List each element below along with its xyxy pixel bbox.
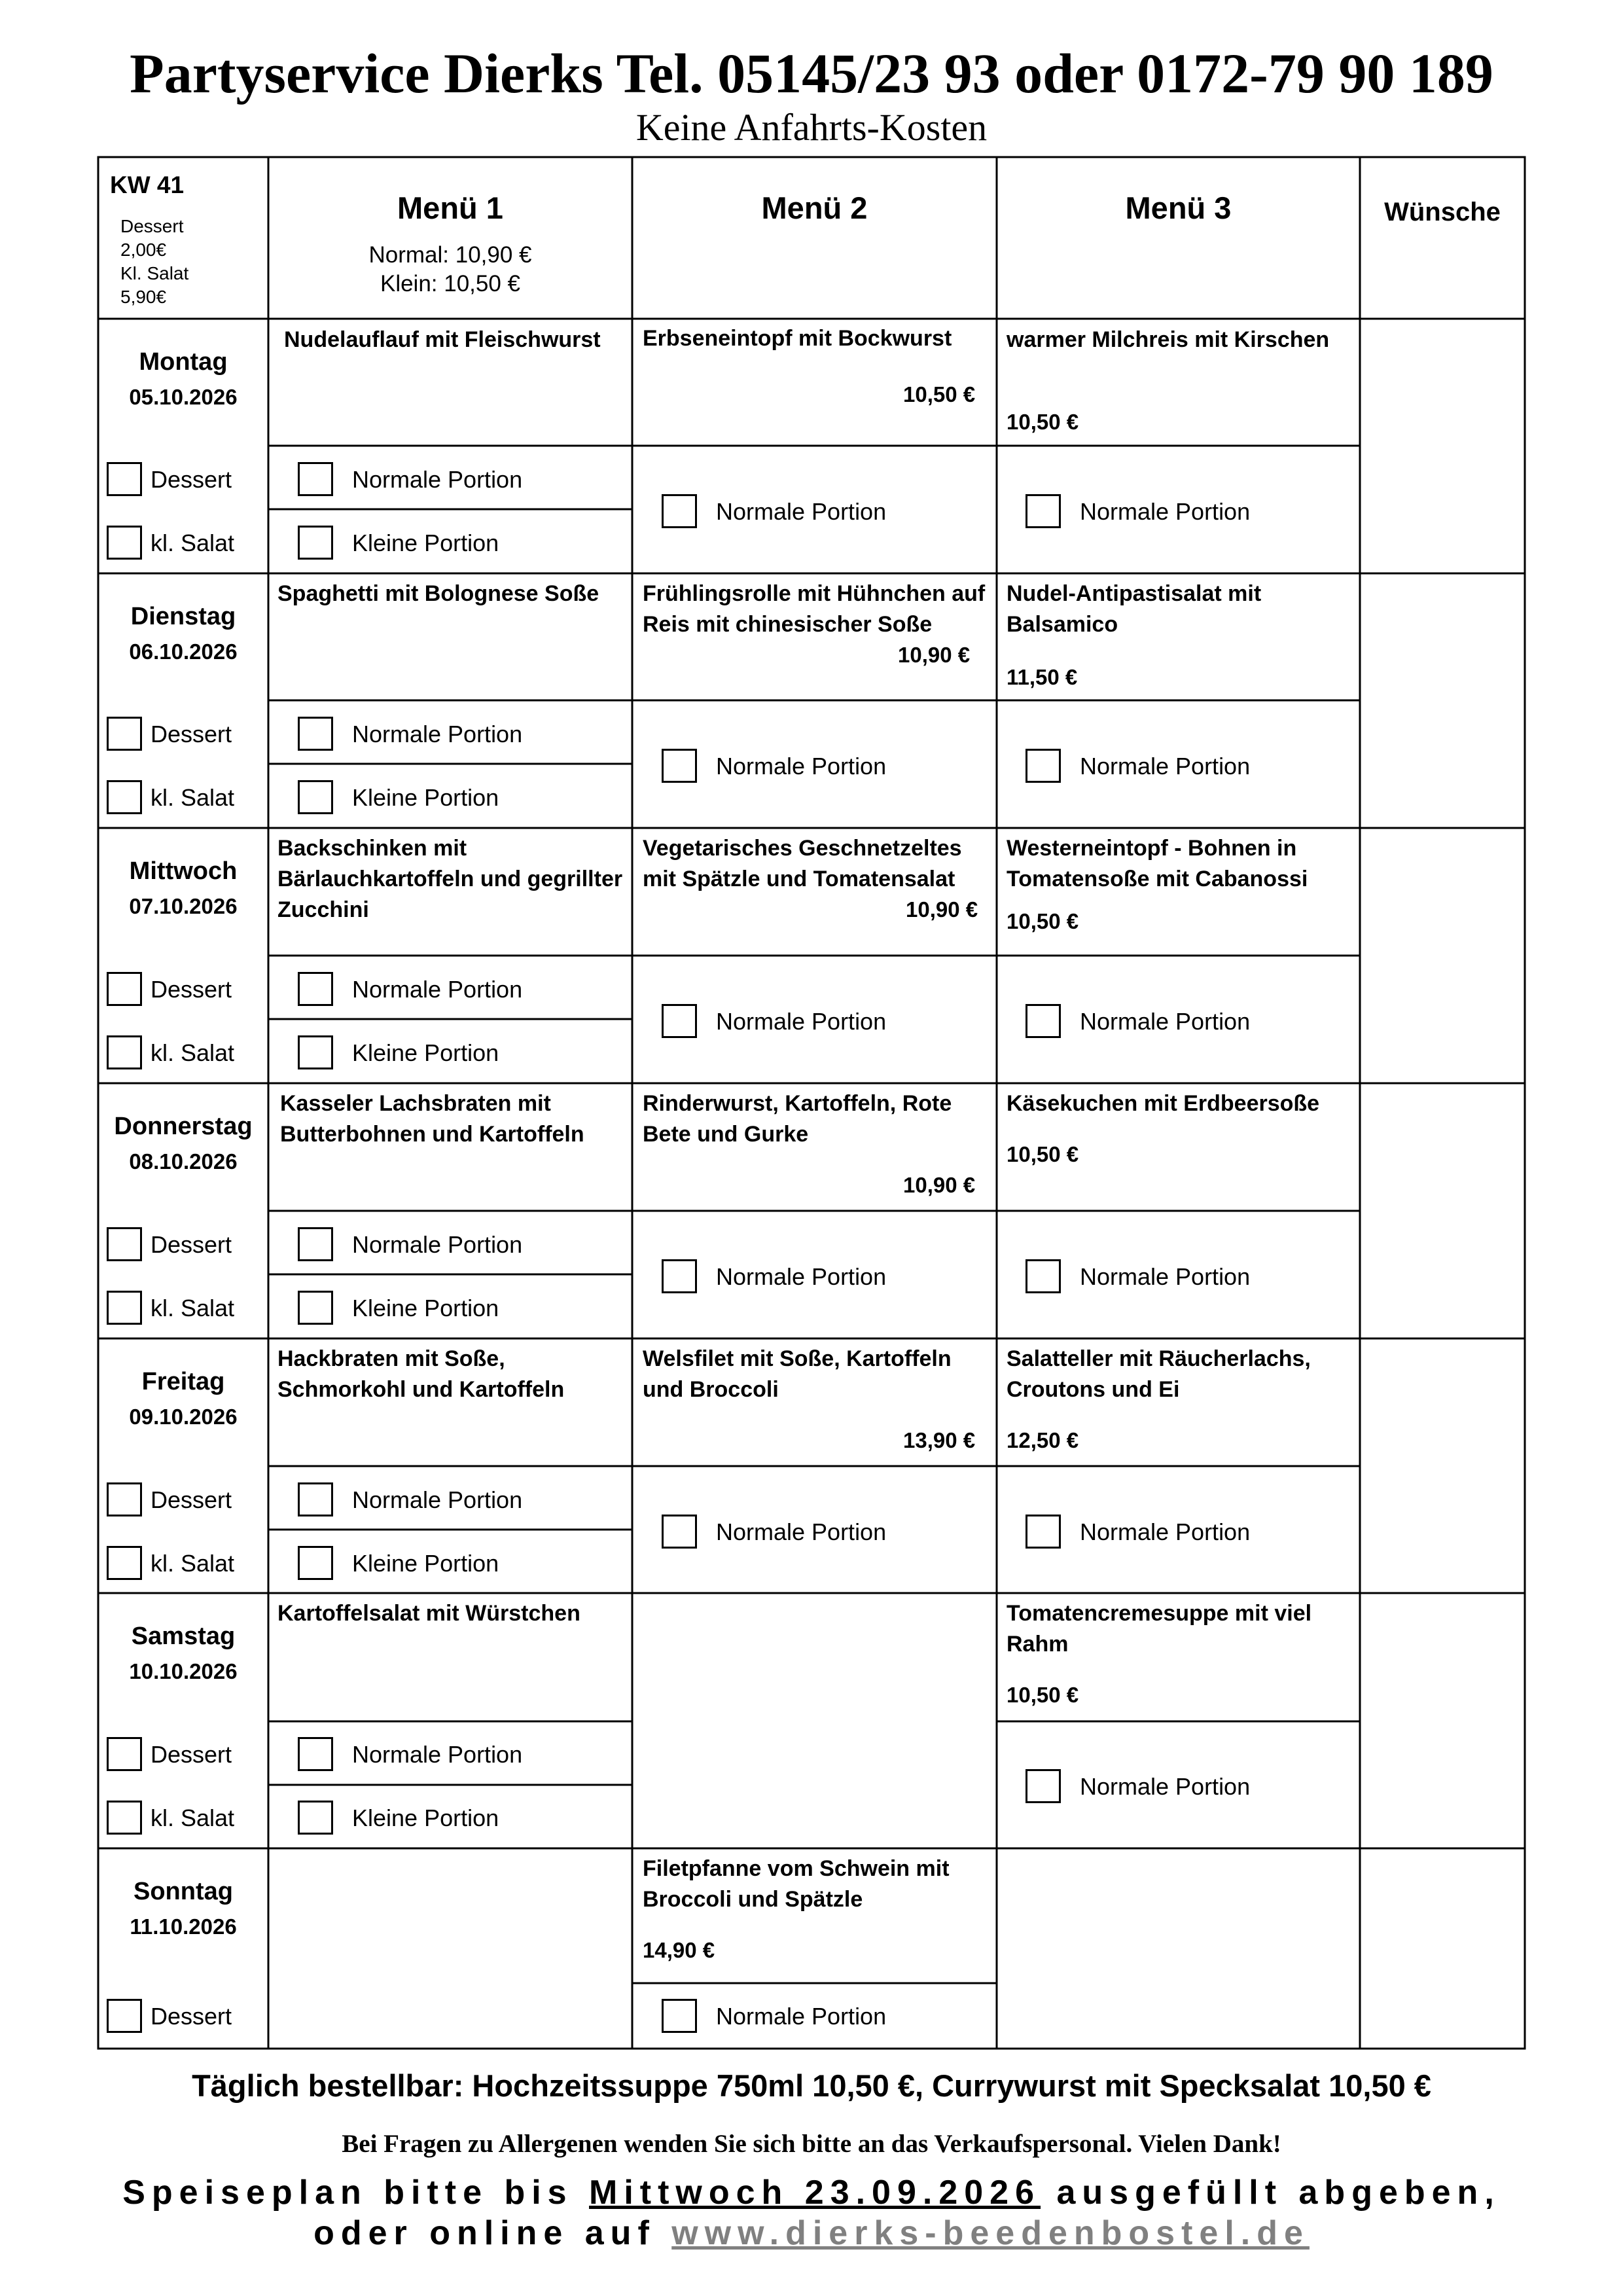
day-name: Samstag <box>131 1623 236 1650</box>
menu1-dish: Hackbraten mit Soße, Schmorkohl und Kartoffeln <box>277 1346 565 1402</box>
menu3-dish: Westerneintopf - Bohnen in Tomatensoße mit Cabanossi <box>1007 836 1308 891</box>
dessert-checkbox[interactable] <box>107 1227 142 1261</box>
extras-dessert-price: 2,00€ <box>120 240 167 260</box>
dessert-checkbox[interactable] <box>107 717 142 751</box>
extras-salad-price: 5,90€ <box>120 287 167 307</box>
menu2-normal-checkbox[interactable] <box>662 1999 697 2033</box>
menu1-normal-price: Normal: 10,90 € <box>368 242 532 268</box>
day-date: 08.10.2026 <box>129 1149 238 1174</box>
deadline-date: Mittwoch 23.09.2026 <box>589 2174 1041 2212</box>
menu1-small-checkbox[interactable] <box>298 1291 333 1325</box>
menu3-price: 12,50 € <box>1007 1428 1079 1452</box>
menu1-normal-label: Normale Portion <box>352 1486 523 1513</box>
menu1-normal-label: Normale Portion <box>352 1741 523 1768</box>
extras-dessert-label: Dessert <box>120 216 184 236</box>
deadline-prefix: Speiseplan bitte bis <box>122 2174 590 2212</box>
page-title: Partyservice Dierks Tel. 05145/23 93 oder 0172-79 90 189 <box>130 42 1493 105</box>
menu1-small-price: Klein: 10,50 € <box>380 271 521 296</box>
menu3-normal-label: Normale Portion <box>1080 1518 1251 1545</box>
menu2-normal-label: Normale Portion <box>716 498 887 525</box>
day-date: 06.10.2026 <box>129 639 238 664</box>
menu1-small-label: Kleine Portion <box>352 1039 499 1066</box>
menu1-dish: Nudelauflauf mit Fleischwurst <box>284 327 601 352</box>
menu3-dish: warmer Milchreis mit Kirschen <box>1007 327 1330 352</box>
deadline-suffix: ausgefüllt abgeben, <box>1041 2174 1501 2212</box>
menu3-normal-checkbox[interactable] <box>1026 1515 1061 1549</box>
menu3-normal-label: Normale Portion <box>1080 753 1251 780</box>
menu1-small-checkbox[interactable] <box>298 1035 333 1069</box>
salad-label: kl. Salat <box>151 1039 235 1066</box>
dessert-label: Dessert <box>151 1231 232 1258</box>
menu1-small-checkbox[interactable] <box>298 780 333 814</box>
salad-label: kl. Salat <box>151 1295 235 1321</box>
menu2-dish: Vegetarisches Geschnetzeltes mit Spätzle und Tomatensalat <box>643 836 962 891</box>
dessert-label: Dessert <box>151 976 232 1003</box>
extras-salad-label: Kl. Salat <box>120 263 189 283</box>
menu2-normal-label: Normale Portion <box>716 1518 887 1545</box>
submit-deadline-note <box>0 2172 1623 2214</box>
menu2-dish: Welsfilet mit Soße, Kartoffeln und Broccoli <box>643 1346 952 1402</box>
day-name: Freitag <box>141 1368 225 1395</box>
menu3-normal-checkbox[interactable] <box>1026 1259 1061 1293</box>
menu3-dish: Käsekuchen mit Erdbeersoße <box>1007 1091 1320 1116</box>
online-prefix: oder online auf <box>313 2214 672 2252</box>
menu2-normal-checkbox[interactable] <box>662 749 697 783</box>
menu3-dish: Nudel-Antipastisalat mit Balsamico <box>1007 581 1262 637</box>
salad-checkbox[interactable] <box>107 1291 142 1325</box>
menu2-normal-label: Normale Portion <box>716 753 887 780</box>
salad-label: kl. Salat <box>151 1550 235 1577</box>
wishes-header: Wünsche <box>1384 198 1501 226</box>
day-name: Donnerstag <box>114 1113 253 1140</box>
daily-offer: Täglich bestellbar: Hochzeitssuppe 750ml 10,50 €, Currywurst mit Specksalat 10,50 € <box>192 2068 1431 2103</box>
menu3-header: Menü 3 <box>1125 190 1232 225</box>
menu3-normal-checkbox[interactable] <box>1026 749 1061 783</box>
menu3-normal-checkbox[interactable] <box>1026 1004 1061 1038</box>
menu2-normal-label: Normale Portion <box>716 2003 887 2030</box>
dessert-checkbox[interactable] <box>107 1999 142 2033</box>
day-date: 11.10.2026 <box>130 1914 237 1939</box>
menu1-normal-checkbox[interactable] <box>298 1737 333 1771</box>
page-subtitle: Keine Anfahrts-Kosten <box>635 106 988 149</box>
salad-checkbox[interactable] <box>107 1801 142 1835</box>
menu2-price: 10,50 € <box>903 382 976 406</box>
week-label: KW 41 <box>110 171 185 198</box>
day-date: 07.10.2026 <box>129 894 238 918</box>
menu3-price: 10,50 € <box>1007 1142 1079 1166</box>
menu3-normal-checkbox[interactable] <box>1026 494 1061 528</box>
day-name: Dienstag <box>130 603 236 630</box>
menu1-small-checkbox[interactable] <box>298 1546 333 1580</box>
menu2-price: 14,90 € <box>643 1938 715 1962</box>
day-date: 09.10.2026 <box>129 1405 238 1429</box>
menu3-dish: Salatteller mit Räucherlachs, Croutons und Ei <box>1007 1346 1311 1402</box>
allergen-note: Bei Fragen zu Allergenen wenden Sie sich bitte an das Verkaufspersonal. Vielen Dank! <box>342 2130 1281 2158</box>
menu2-normal-label: Normale Portion <box>716 1008 887 1035</box>
menu1-normal-checkbox[interactable] <box>298 1482 333 1516</box>
menu1-normal-checkbox[interactable] <box>298 462 333 496</box>
menu1-small-label: Kleine Portion <box>352 1550 499 1577</box>
menu2-dish: Filetpfanne vom Schwein mit Broccoli und Spätzle <box>643 1856 950 1912</box>
menu3-dish: Tomatencremesuppe mit viel Rahm <box>1007 1601 1312 1657</box>
menu2-price: 10,90 € <box>906 897 978 922</box>
day-date: 10.10.2026 <box>129 1659 238 1683</box>
dessert-checkbox[interactable] <box>107 1737 142 1771</box>
menu2-price: 10,90 € <box>903 1173 976 1197</box>
salad-label: kl. Salat <box>151 1804 235 1831</box>
menu2-normal-checkbox[interactable] <box>662 1259 697 1293</box>
menu2-price: 13,90 € <box>903 1428 976 1452</box>
dessert-label: Dessert <box>151 466 232 493</box>
menu1-normal-checkbox[interactable] <box>298 1227 333 1261</box>
menu3-normal-label: Normale Portion <box>1080 1008 1251 1035</box>
menu1-small-label: Kleine Portion <box>352 784 499 811</box>
menu3-normal-checkbox[interactable] <box>1026 1769 1061 1803</box>
website-link[interactable]: www.dierks-beedenbostel.de <box>671 2214 1310 2252</box>
menu3-price: 10,50 € <box>1007 410 1079 434</box>
menu1-normal-checkbox[interactable] <box>298 972 333 1006</box>
day-name: Mittwoch <box>129 857 238 885</box>
menu1-normal-label: Normale Portion <box>352 466 523 493</box>
menu2-normal-checkbox[interactable] <box>662 1515 697 1549</box>
dessert-label: Dessert <box>151 1741 232 1768</box>
menu1-small-checkbox[interactable] <box>298 1801 333 1835</box>
dessert-checkbox[interactable] <box>107 972 142 1006</box>
menu2-normal-label: Normale Portion <box>716 1263 887 1290</box>
day-date: 05.10.2026 <box>129 385 238 409</box>
salad-checkbox[interactable] <box>107 780 142 814</box>
menu1-dish: Spaghetti mit Bolognese Soße <box>277 581 599 606</box>
salad-label: kl. Salat <box>151 529 235 556</box>
menu3-normal-label: Normale Portion <box>1080 498 1251 525</box>
menu2-dish: Erbseneintopf mit Bockwurst <box>643 326 952 351</box>
menu2-normal-checkbox[interactable] <box>662 1004 697 1038</box>
menu1-normal-label: Normale Portion <box>352 721 523 747</box>
menu3-price: 10,50 € <box>1007 909 1079 933</box>
online-order-note <box>0 2212 1623 2254</box>
menu1-dish: Backschinken mit Bärlauchkartoffeln und gegrillter Zucchini <box>277 836 623 922</box>
menu3-price: 10,50 € <box>1007 1683 1079 1707</box>
menu2-header: Menü 2 <box>761 190 868 225</box>
day-name: Montag <box>139 348 228 376</box>
menu1-dish: Kasseler Lachsbraten mit Butterbohnen und Kartoffeln <box>280 1091 584 1147</box>
menu1-normal-checkbox[interactable] <box>298 717 333 751</box>
menu3-price: 11,50 € <box>1007 665 1078 689</box>
dessert-label: Dessert <box>151 721 232 747</box>
salad-label: kl. Salat <box>151 784 235 811</box>
salad-checkbox[interactable] <box>107 1035 142 1069</box>
menu3-normal-label: Normale Portion <box>1080 1773 1251 1800</box>
menu1-small-label: Kleine Portion <box>352 529 499 556</box>
menu2-dish: Rinderwurst, Kartoffeln, Rote Bete und Gurke <box>643 1091 952 1147</box>
day-name: Sonntag <box>134 1878 233 1905</box>
menu2-price: 10,90 € <box>898 643 971 667</box>
dessert-label: Dessert <box>151 1486 232 1513</box>
menu2-normal-checkbox[interactable] <box>662 494 697 528</box>
dessert-label: Dessert <box>151 2003 232 2030</box>
menu1-normal-label: Normale Portion <box>352 976 523 1003</box>
menu1-header: Menü 1 <box>397 190 503 225</box>
menu1-small-label: Kleine Portion <box>352 1804 499 1831</box>
salad-checkbox[interactable] <box>107 1546 142 1580</box>
salad-checkbox[interactable] <box>107 526 142 560</box>
menu2-dish: Frühlingsrolle mit Hühnchen auf Reis mit chinesischer Soße <box>643 581 986 637</box>
menu1-normal-label: Normale Portion <box>352 1231 523 1258</box>
dessert-checkbox[interactable] <box>107 1482 142 1516</box>
menu3-normal-label: Normale Portion <box>1080 1263 1251 1290</box>
menu1-small-checkbox[interactable] <box>298 526 333 560</box>
menu1-small-label: Kleine Portion <box>352 1295 499 1321</box>
dessert-checkbox[interactable] <box>107 462 142 496</box>
menu1-dish: Kartoffelsalat mit Würstchen <box>277 1601 580 1626</box>
